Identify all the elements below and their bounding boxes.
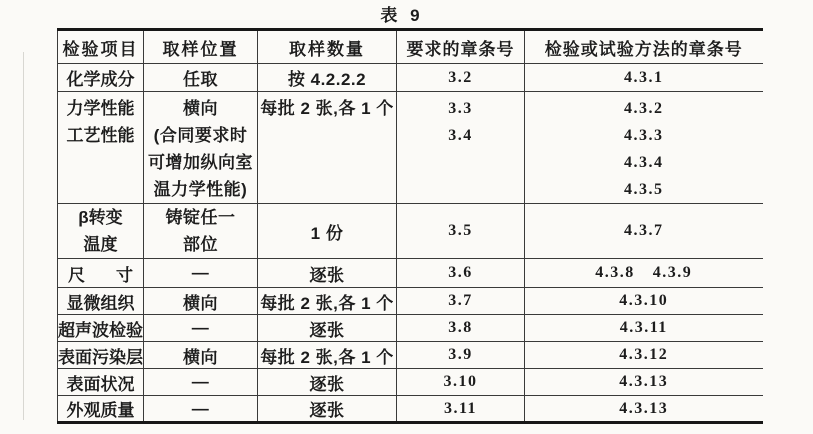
- cell-method-clause: 4.3.1: [525, 64, 763, 92]
- table-title: 表 9: [380, 6, 424, 25]
- cell-sampling-position: 任取: [144, 64, 258, 92]
- cell-inspection-item: 表面状况: [58, 369, 144, 396]
- cell-line: 工艺性能: [66, 126, 135, 145]
- cell-inspection-item: 尺寸: [58, 259, 144, 288]
- cell-line: 横向: [183, 99, 218, 118]
- cell-method-clause: 4.3.7: [525, 204, 763, 259]
- cell-line: 温力学性能): [153, 180, 248, 199]
- cell-method-clause: 4.3.13: [525, 369, 763, 396]
- method-clause-value: 4.3.8: [595, 264, 635, 281]
- cell-method-clause: 4.3.13: [525, 396, 763, 423]
- cell-method-clause: 4.3.10: [525, 288, 763, 315]
- cell-requirement-clause: [397, 92, 525, 204]
- table-row-dimensions: [58, 259, 763, 288]
- cell-sampling-quantity: 逐张: [258, 315, 397, 342]
- cell-inspection-item: 外观质量: [58, 396, 144, 423]
- cell-requirement-clause: 3.9: [397, 342, 525, 369]
- cell-sampling-quantity: 逐张: [258, 396, 397, 423]
- page-edge-line: [23, 52, 24, 420]
- col-header-sampling-quantity: 取样数量: [258, 30, 397, 64]
- cell-line: 4.3.5: [624, 181, 664, 198]
- cell-requirement-clause: 3.8: [397, 315, 525, 342]
- cell-sampling-quantity: 逐张: [258, 369, 397, 396]
- table-row-mechanical-properties: [58, 92, 763, 204]
- cell-requirement-clause: 3.7: [397, 288, 525, 315]
- cell-line: 4.3.2: [624, 100, 664, 117]
- col-header-inspection-item: 检验项目: [58, 30, 144, 64]
- cell-line: 铸锭任一: [165, 208, 236, 227]
- cell-requirement-clause: 3.2: [397, 64, 525, 92]
- cell-sampling-position: [144, 204, 258, 259]
- cell-line: 力学性能: [66, 99, 135, 118]
- cell-sampling-position: 横向: [144, 288, 258, 315]
- cell-line: 部位: [183, 235, 218, 254]
- cell-sampling-quantity: 逐张: [258, 259, 397, 288]
- cell-line: 可增加纵向室: [148, 153, 253, 172]
- cell-inspection-item: [58, 92, 144, 204]
- col-header-sampling-position: 取样位置: [144, 30, 258, 64]
- cell-sampling-position: —: [144, 369, 258, 396]
- cell-sampling-quantity: 按 4.2.2.2: [258, 64, 397, 92]
- method-clause-value: 4.3.9: [652, 264, 693, 281]
- cell-line: (合同要求时: [153, 126, 248, 145]
- header-row: [58, 30, 763, 64]
- cell-line: 每批 2 张,各 1 个: [260, 99, 394, 118]
- table-row-beta-transus-temperature: [58, 204, 763, 259]
- table-row-surface-contamination-layer: [58, 342, 763, 369]
- cell-method-clause: 4.3.11: [525, 315, 763, 342]
- cell-line: 温度: [83, 235, 118, 254]
- cell-inspection-item: [58, 204, 144, 259]
- cell-method-clause: [525, 92, 763, 204]
- cell-method-clause: [525, 259, 763, 288]
- cell-line: 3.4: [448, 127, 473, 144]
- col-header-test-method-clause: 检验或试验方法的章条号: [525, 30, 763, 64]
- table-row-appearance-quality: [58, 396, 763, 423]
- cell-line: 3.3: [448, 100, 473, 117]
- cell-inspection-item: 表面污染层: [58, 342, 144, 369]
- inspection-requirements-table: [57, 28, 763, 424]
- cell-line: 4.3.3: [624, 127, 664, 144]
- cell-sampling-quantity: 每批 2 张,各 1 个: [258, 288, 397, 315]
- col-header-requirement-clause: 要求的章条号: [397, 30, 525, 64]
- cell-sampling-quantity: 每批 2 张,各 1 个: [258, 342, 397, 369]
- cell-sampling-position: 横向: [144, 342, 258, 369]
- cell-sampling-quantity: 1 份: [258, 204, 397, 259]
- table-row-ultrasonic-inspection: [58, 315, 763, 342]
- table-row-surface-condition: [58, 369, 763, 396]
- table-row-microstructure: [58, 288, 763, 315]
- table-row-chemical-composition: [58, 64, 763, 92]
- cell-requirement-clause: 3.10: [397, 369, 525, 396]
- cell-sampling-position: —: [144, 396, 258, 423]
- cell-requirement-clause: 3.5: [397, 204, 525, 259]
- cell-sampling-position: [144, 92, 258, 204]
- cell-sampling-quantity: [258, 92, 397, 204]
- cell-sampling-position: —: [144, 259, 258, 288]
- cell-requirement-clause: 3.11: [397, 396, 525, 423]
- cell-method-clause: 4.3.12: [525, 342, 763, 369]
- cell-requirement-clause: 3.6: [397, 259, 525, 288]
- cell-line: 4.3.4: [624, 154, 664, 171]
- cell-inspection-item: 显微组织: [58, 288, 144, 315]
- cell-sampling-position: —: [144, 315, 258, 342]
- cell-inspection-item: 超声波检验: [58, 315, 144, 342]
- cell-line: β转变: [78, 208, 123, 227]
- cell-inspection-item: 化学成分: [58, 64, 144, 92]
